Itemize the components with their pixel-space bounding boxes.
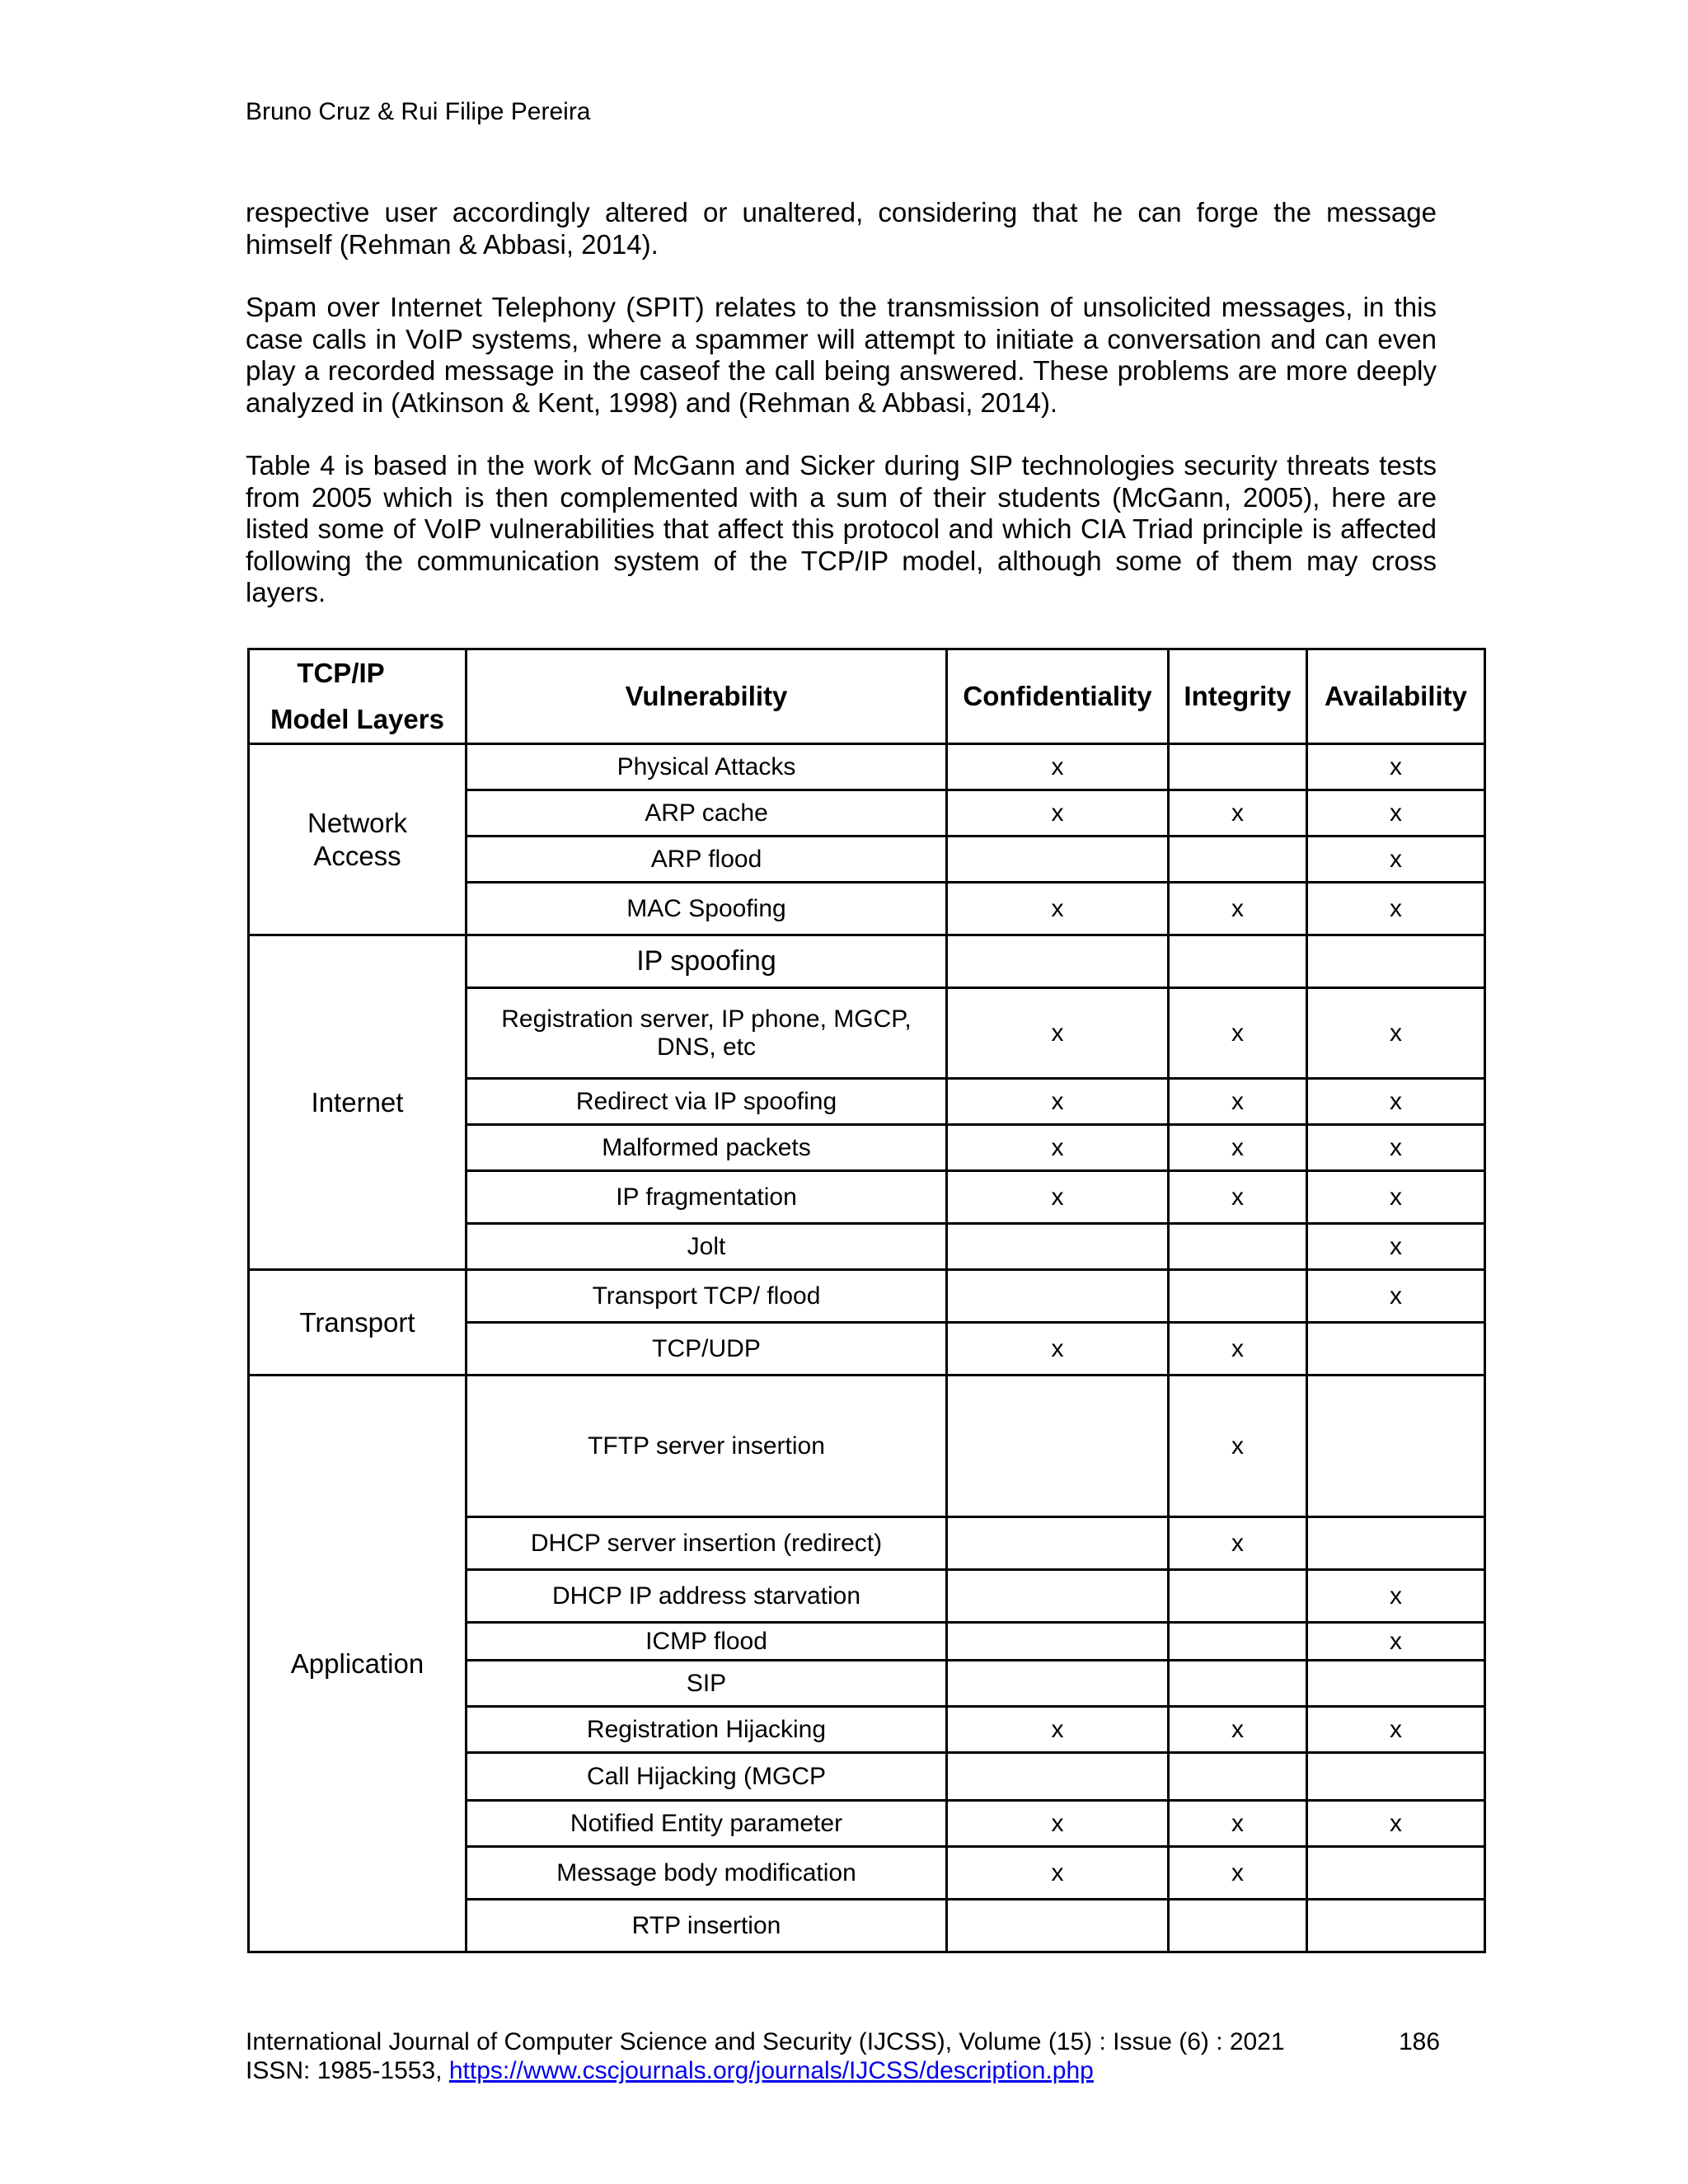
journal-link[interactable]: https://www.cscjournals.org/journals/IJCSS/description.php [448,2057,1094,2084]
footer-issn [246,2056,1094,2086]
running-header: Bruno Cruz & Rui Filipe Pereira [246,98,591,125]
table-header-row [249,649,1485,744]
confidentiality-cell: x [947,988,1169,1079]
confidentiality-cell [947,1224,1169,1270]
confidentiality-cell [947,1270,1169,1323]
integrity-cell: x [1169,1079,1307,1125]
availability-cell: x [1307,790,1485,837]
availability-cell: x [1307,837,1485,883]
vulnerability-cell: DHCP server insertion (redirect) [467,1517,947,1570]
vulnerability-cell: DHCP IP address starvation [467,1570,947,1623]
vulnerability-cell: TCP/UDP [467,1323,947,1376]
integrity-cell: x [1169,1125,1307,1171]
integrity-cell [1169,744,1307,790]
vulnerability-cell: Physical Attacks [467,744,947,790]
issn-label: ISSN: 1985-1553, [246,2057,443,2084]
header-confidentiality: Confidentiality [947,649,1169,744]
availability-cell: x [1307,1707,1485,1753]
header-layers-line1: TCP/IP [297,658,385,688]
vulnerability-cell: IP fragmentation [467,1171,947,1224]
header-layers-line2: Model Layers [270,704,444,734]
vulnerability-cell: Redirect via IP spoofing [467,1079,947,1125]
integrity-cell: x [1169,1323,1307,1376]
vulnerability-cell: Notified Entity parameter [467,1801,947,1847]
vulnerability-cell: IP spoofing [467,935,947,988]
integrity-cell [1169,1900,1307,1952]
paragraph-2: Spam over Internet Telephony (SPIT) relates to the transmission of unsolicited messages, in this case calls in VoIP systems, where a spammer will attempt to initiate a conversation and can even play a recorded message in the caseof the call being answered. These problems are more deeply analyzed in (Atkinson & Kent, 1998) and (Rehman & Abbasi, 2014). [246,292,1437,418]
integrity-cell [1169,935,1307,988]
confidentiality-cell: x [947,1323,1169,1376]
integrity-cell [1169,1570,1307,1623]
confidentiality-cell [947,1570,1169,1623]
confidentiality-cell [947,935,1169,988]
vulnerability-cell: TFTP server insertion [467,1376,947,1517]
availability-cell: x [1307,1079,1485,1125]
integrity-cell: x [1169,988,1307,1079]
availability-cell: x [1307,1270,1485,1323]
layer-application: Application [249,1376,467,1952]
confidentiality-cell: x [947,1847,1169,1900]
confidentiality-cell [947,1623,1169,1661]
availability-cell [1307,935,1485,988]
header-tcpip-layers [249,649,467,744]
confidentiality-cell [947,1900,1169,1952]
confidentiality-cell [947,1661,1169,1707]
integrity-cell: x [1169,1707,1307,1753]
integrity-cell: x [1169,883,1307,935]
availability-cell [1307,1847,1485,1900]
availability-cell: x [1307,1171,1485,1224]
vulnerability-cell: ARP cache [467,790,947,837]
integrity-cell: x [1169,1801,1307,1847]
confidentiality-cell: x [947,883,1169,935]
paragraph-3: Table 4 is based in the work of McGann and Sicker during SIP technologies security threats tests from 2005 which is then complemented with a sum of their students (McGann, 2005), here are listed some of VoIP vulnerabilities that affect this protocol and which CIA Triad principle is affected following the communication system of the TCP/IP model, although some of them may cross layers. [246,450,1437,607]
confidentiality-cell: x [947,1707,1169,1753]
confidentiality-cell: x [947,1125,1169,1171]
layer-transport: Transport [249,1270,467,1376]
availability-cell [1307,1517,1485,1570]
availability-cell: x [1307,1801,1485,1847]
availability-cell: x [1307,988,1485,1079]
vulnerability-line1: Registration server, IP phone, MGCP, [501,1005,912,1033]
availability-cell [1307,1376,1485,1517]
vulnerability-cell: MAC Spoofing [467,883,947,935]
integrity-cell [1169,1753,1307,1801]
layer-network-access [249,744,467,935]
header-availability: Availability [1307,649,1485,744]
vulnerability-cell [467,988,947,1079]
integrity-cell [1169,1623,1307,1661]
header-integrity: Integrity [1169,649,1307,744]
vulnerability-cell: Jolt [467,1224,947,1270]
availability-cell [1307,1661,1485,1707]
table-row [249,935,1485,988]
vulnerability-cell: SIP [467,1661,947,1707]
availability-cell: x [1307,1224,1485,1270]
header-vulnerability: Vulnerability [467,649,947,744]
paragraph-1: respective user accordingly altered or unaltered, considering that he can forge the message himself (Rehman & Abbasi, 2014). [246,197,1437,260]
integrity-cell [1169,837,1307,883]
availability-cell: x [1307,1623,1485,1661]
layer-network-access-line2: Access [313,840,401,871]
availability-cell [1307,1900,1485,1952]
availability-cell [1307,1323,1485,1376]
integrity-cell: x [1169,1376,1307,1517]
vulnerability-cell: Registration Hijacking [467,1707,947,1753]
confidentiality-cell: x [947,1079,1169,1125]
confidentiality-cell [947,1376,1169,1517]
confidentiality-cell: x [947,1171,1169,1224]
page-number: 186 [1399,2028,1441,2055]
layer-internet: Internet [249,935,467,1270]
confidentiality-cell: x [947,790,1169,837]
vulnerability-cell: Malformed packets [467,1125,947,1171]
integrity-cell [1169,1270,1307,1323]
integrity-cell [1169,1224,1307,1270]
vulnerability-cell: ICMP flood [467,1623,947,1661]
integrity-cell [1169,1661,1307,1707]
confidentiality-cell: x [947,744,1169,790]
vulnerability-table [247,648,1486,1953]
availability-cell: x [1307,744,1485,790]
availability-cell: x [1307,1570,1485,1623]
vulnerability-cell: Transport TCP/ flood [467,1270,947,1323]
footer-journal: International Journal of Computer Science and Security (IJCSS), Volume (15) : Issue (6) : 2021 [246,2028,1285,2055]
vulnerability-cell: RTP insertion [467,1900,947,1952]
vulnerability-cell: ARP flood [467,837,947,883]
availability-cell: x [1307,883,1485,935]
confidentiality-cell: x [947,1801,1169,1847]
integrity-cell: x [1169,1847,1307,1900]
vulnerability-line2: DNS, etc [656,1033,757,1061]
vulnerability-cell: Message body modification [467,1847,947,1900]
availability-cell [1307,1753,1485,1801]
vulnerability-cell: Call Hijacking (MGCP [467,1753,947,1801]
integrity-cell: x [1169,790,1307,837]
integrity-cell: x [1169,1517,1307,1570]
confidentiality-cell [947,1753,1169,1801]
availability-cell: x [1307,1125,1485,1171]
table-row [249,744,1485,790]
integrity-cell: x [1169,1171,1307,1224]
layer-network-access-line1: Network [307,807,408,838]
table-row [249,1376,1485,1517]
confidentiality-cell [947,837,1169,883]
table-row [249,1270,1485,1323]
confidentiality-cell [947,1517,1169,1570]
